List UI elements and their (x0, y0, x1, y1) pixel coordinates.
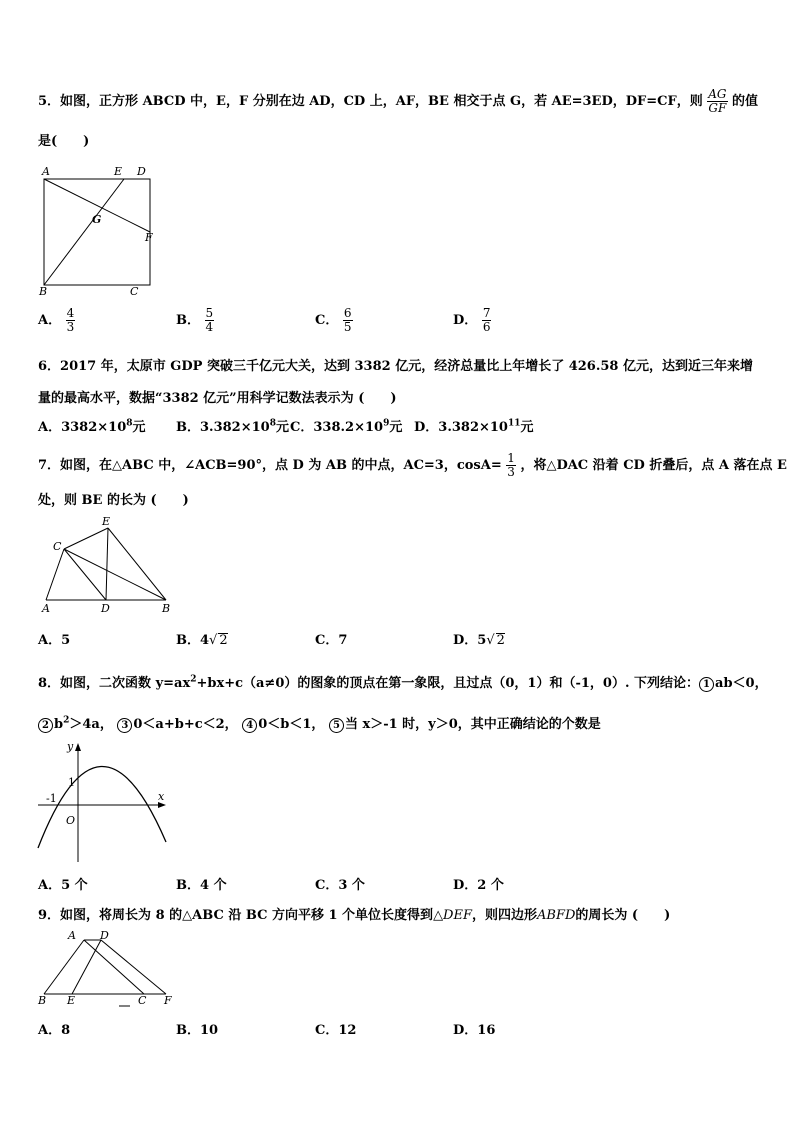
q7-stem-text-b: ，将△DAC 沿着 CD 折叠后，点 A 落在点 E (520, 458, 787, 474)
q5-label-C: C (130, 285, 139, 297)
q7-label-D: D (101, 602, 110, 614)
q8-option-b[interactable] (176, 874, 227, 893)
q5-fraction-denominator: GF (708, 101, 727, 116)
q5-option-d-den: 6 (482, 320, 491, 335)
q8-stem-sup: 2 (190, 674, 197, 685)
q7-option-d-radicand: 2 (496, 633, 505, 648)
q6-option-b[interactable] (176, 416, 289, 435)
q6-option-a-unit: 元 (132, 420, 146, 435)
q5-fraction-numerator: AG (708, 87, 727, 101)
q5-option-d-label: D． (453, 313, 478, 329)
q8-conclusion-1-text: ab＜0， (715, 676, 768, 691)
q9-quadrilateral-abfd: ABFD (537, 908, 576, 923)
q9-stem-line1 (38, 904, 670, 923)
q9-option-c-label: C． (315, 1023, 339, 1038)
q9-label-B: B (38, 994, 47, 1007)
q8-option-d[interactable] (453, 874, 504, 893)
q9-option-b-value: 10 (200, 1023, 219, 1038)
q9-label-E: E (67, 994, 76, 1007)
q7-label-A: A (42, 602, 50, 614)
q9-option-d-value: 16 (477, 1023, 496, 1038)
q6-option-a[interactable] (38, 416, 146, 435)
q6-option-d-label: D． (414, 420, 439, 435)
q9-option-a-label: A． (38, 1023, 62, 1038)
q8-conclusion-3-text: 0＜a+b+c＜2， (133, 717, 238, 732)
q8-option-d-label: D． (453, 878, 478, 893)
q6-option-d-exp: 11 (507, 418, 521, 429)
q8-conclusion-2-text-a: b (54, 717, 64, 732)
q8-conclusion-5-marker: 5 (329, 718, 344, 733)
q8-option-a[interactable] (38, 874, 88, 893)
q6-option-d-unit: 元 (520, 420, 534, 435)
q5-option-a-fraction (66, 307, 76, 334)
q5-stem-text-b: 的值 (732, 94, 759, 110)
q7-label-C: C (53, 540, 62, 553)
q7-label-B: B (162, 602, 171, 614)
q9-option-b[interactable] (176, 1019, 218, 1038)
q7-figure-triangle (36, 514, 176, 614)
q5-option-b-den: 4 (205, 320, 214, 335)
q6-option-a-label: A． (38, 420, 62, 435)
q8-option-a-value: 5 个 (61, 878, 88, 893)
q8-label-neg1: -1 (46, 792, 57, 805)
q5-stem-line1 (38, 88, 758, 115)
q8-label-x: x (158, 790, 165, 803)
q5-option-c-num: 6 (343, 306, 352, 320)
q5-label-A: A (42, 165, 50, 178)
q8-label-1: 1 (68, 776, 75, 789)
q8-stem-text-b: +bx+c（a≠0）的图象的顶点在第一象限，且过点（0，1）和（-1，0）. 下列结论： (196, 676, 700, 691)
q8-option-b-value: 4 个 (200, 878, 227, 893)
q5-stem-text-a: 5．如图，正方形 ABCD 中，E，F 分别在边 AD，CD 上，AF，BE 相交于点 G，若 AE=3ED，DF=CF，则 (38, 94, 703, 110)
q7-option-c-value: 7 (338, 633, 348, 648)
q7-option-b-coef: 4 (200, 633, 210, 648)
q7-option-a-value: 5 (61, 633, 71, 648)
q8-conclusion-4-marker: 4 (242, 718, 257, 733)
q6-option-b-label: B． (176, 420, 200, 435)
q5-label-B: B (39, 285, 48, 297)
y-axis-arrow-icon (75, 743, 81, 751)
q5-option-c-den: 5 (343, 320, 352, 335)
q8-option-b-label: B． (176, 878, 200, 893)
q5-option-d-num: 7 (482, 306, 491, 320)
q7-stem-line1 (38, 452, 787, 479)
q9-stem-text-a: 9．如图，将周长为 8 的△ABC 沿 BC 方向平移 1 个单位长度得到 (38, 908, 434, 923)
q9-triangle-def: △DEF (433, 908, 472, 923)
q5-option-b-label: B． (176, 313, 200, 329)
q8-label-y: y (67, 740, 74, 753)
q6-stem-line2: 量的最高水平，数据“3382 亿元”用科学记数法表示为 ( ) (38, 391, 397, 406)
q5-option-a-den: 3 (66, 320, 75, 335)
q9-option-d-label: D． (453, 1023, 478, 1038)
q8-stem-line1 (38, 672, 768, 692)
q6-option-c-label: C． (290, 420, 314, 435)
q5-label-E: E (114, 165, 123, 178)
q6-option-c[interactable] (290, 416, 402, 435)
q7-option-a-label: A． (38, 633, 62, 648)
q8-conclusion-3-marker: 3 (117, 718, 132, 733)
q9-figure-translation (34, 928, 184, 1010)
q7-option-b[interactable] (176, 629, 228, 648)
q8-option-a-label: A． (38, 878, 62, 893)
q8-option-c-label: C． (315, 878, 339, 893)
q6-option-a-base: 3382×10 (61, 420, 127, 435)
q8-conclusion-4-text: 0＜b＜1， (258, 717, 325, 732)
q9-option-d[interactable] (453, 1019, 495, 1038)
q9-option-a-value: 8 (61, 1023, 71, 1038)
q9-label-D: D (100, 929, 109, 942)
q7-option-d[interactable] (453, 629, 505, 648)
q8-conclusion-2-marker: 2 (38, 718, 53, 733)
q6-option-b-base: 3.382×10 (200, 420, 270, 435)
q6-option-c-exp: 9 (383, 418, 390, 429)
q6-option-b-exp: 8 (269, 418, 276, 429)
q8-stem-text-a: 8．如图，二次函数 y=ax (38, 676, 191, 691)
q7-option-d-label: D． (453, 633, 478, 648)
q7-fraction-numerator: 1 (507, 451, 515, 465)
q5-option-a-label: A． (38, 313, 62, 329)
q9-stem-text-c: 的周长为 ( ) (575, 908, 671, 923)
q8-option-d-value: 2 个 (477, 878, 504, 893)
q5-option-b[interactable] (176, 307, 214, 334)
q7-fraction (506, 452, 516, 479)
q6-option-b-unit: 元 (275, 420, 289, 435)
q5-option-a-num: 4 (66, 306, 75, 320)
q6-option-c-base: 338.2×10 (313, 420, 384, 435)
q6-option-d-base: 3.382×10 (438, 420, 508, 435)
q5-label-F: F (145, 231, 153, 244)
q5-option-b-num: 5 (205, 306, 214, 320)
q5-option-d[interactable] (453, 307, 491, 334)
q9-option-b-label: B． (176, 1023, 200, 1038)
q9-option-a[interactable] (38, 1019, 70, 1038)
q8-option-c-value: 3 个 (338, 878, 365, 893)
q8-option-c[interactable] (315, 874, 365, 893)
q8-label-O: O (66, 814, 76, 827)
q7-option-c-label: C． (315, 633, 339, 648)
q5-option-c-label: C． (315, 313, 339, 329)
q5-option-c-fraction (343, 307, 353, 334)
q9-option-c-value: 12 (338, 1023, 357, 1038)
q7-fraction-denominator: 3 (507, 465, 515, 480)
q6-option-a-exp: 8 (126, 418, 133, 429)
q5-fraction (707, 88, 727, 115)
q7-stem-text-a: 7．如图，在△ABC 中，∠ACB=90°，点 D 为 AB 的中点，AC=3，cosA= (38, 458, 502, 474)
q8-conclusion-5-text: 当 x＞-1 时，y＞0，其中正确结论的个数是 (344, 717, 601, 732)
q7-label-E: E (102, 515, 111, 528)
q5-label-D: D (137, 165, 146, 178)
q7-option-c[interactable] (315, 629, 347, 648)
q6-option-d[interactable] (414, 416, 534, 435)
q7-option-b-radical-icon: √ (209, 633, 218, 648)
q8-stem-line2 (38, 713, 601, 733)
q7-option-d-radical-icon: √ (486, 633, 495, 648)
q7-option-b-label: B． (176, 633, 200, 648)
q5-option-d-fraction (482, 307, 492, 334)
q9-label-F: F (164, 994, 172, 1007)
q5-figure-square (36, 165, 166, 297)
q7-stem-line2: 处，则 BE 的长为 ( ) (38, 493, 189, 508)
q9-label-A: A (68, 929, 76, 942)
q8-conclusion-2-sup: 2 (63, 715, 70, 726)
q5-option-b-fraction (205, 307, 215, 334)
q8-figure-parabola (34, 738, 174, 864)
q9-label-C: C (138, 994, 147, 1007)
q5-option-c[interactable] (315, 307, 353, 334)
q5-stem-line2: 是( ) (38, 134, 90, 149)
q8-conclusion-1-marker: 1 (699, 677, 714, 692)
q7-option-d-coef: 5 (477, 633, 487, 648)
q6-option-c-unit: 元 (389, 420, 403, 435)
q7-option-a[interactable] (38, 629, 70, 648)
q8-conclusion-2-text-b: ＞4a， (69, 717, 113, 732)
q9-stem-text-b: ，则四边形 (472, 908, 538, 923)
q5-option-a[interactable] (38, 307, 75, 334)
q7-option-b-radicand: 2 (219, 633, 228, 648)
q9-option-c[interactable] (315, 1019, 356, 1038)
q6-stem-line1: 6．2017 年，太原市 GDP 突破三千亿元大关，达到 3382 亿元，经济总量比上年增长了 426.58 亿元，达到近三年来增 (38, 359, 753, 374)
q5-label-G: G (92, 213, 102, 226)
